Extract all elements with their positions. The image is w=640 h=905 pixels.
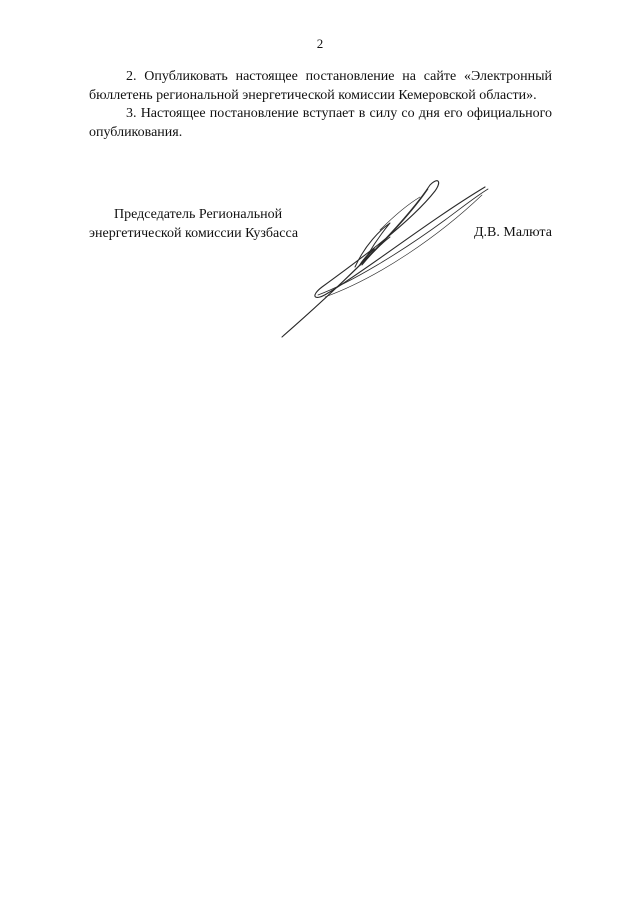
paragraph-effective-date: 3. Настоящее постановление вступает в силу со дня его официального опубликования. bbox=[89, 106, 552, 140]
signer-title-line-2: энергетической комиссии Кузбасса bbox=[89, 225, 299, 241]
paragraph-publish: 2. Опубликовать настоящее постановление на сайте «Электронный бюллетень региональной энергетической комиссии Кемеровской области». bbox=[89, 69, 552, 103]
signature-block bbox=[0, 0, 640, 400]
handwritten-signature-icon bbox=[270, 175, 500, 345]
page-number: 2 bbox=[316, 36, 324, 51]
signer-name: Д.В. Малюта bbox=[474, 225, 552, 240]
signer-title-line-1: Председатель Региональной bbox=[114, 207, 283, 222]
